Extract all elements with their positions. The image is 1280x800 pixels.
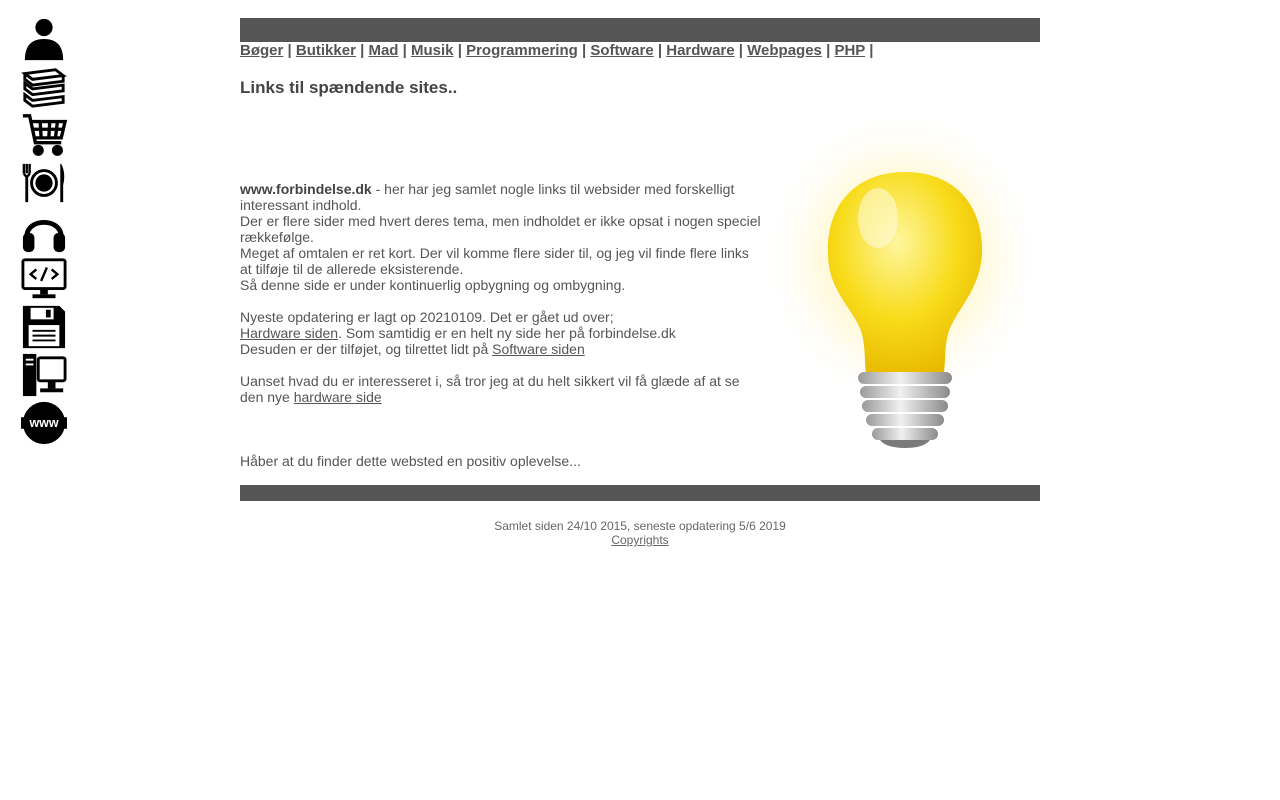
intro-paragraph [240, 181, 762, 213]
hardware-side-link[interactable]: hardware side [293, 389, 382, 405]
software-siden-link[interactable]: Software siden [492, 341, 585, 357]
intro-content [240, 181, 762, 469]
svg-text:www: www [29, 415, 59, 430]
nav-separator: | [360, 42, 369, 59]
interest-paragraph [240, 373, 762, 405]
nav-separator: | [826, 42, 835, 59]
nav-link-boger[interactable]: Bøger [240, 42, 284, 59]
nav-separator: | [402, 42, 412, 59]
update-hardware-text: . Som samtidig er en helt ny side her på forbindelse.dk [338, 325, 676, 341]
nav-link-programmering[interactable]: Programmering [466, 42, 578, 59]
footer-bar [240, 485, 1040, 501]
site-name: www.forbindelse.dk [240, 181, 372, 197]
light-bulb-icon [762, 108, 1042, 456]
nav-link-hardware[interactable]: Hardware [666, 42, 735, 59]
update-line: Nyeste opdatering er lagt op 20210109. Det er gået ud over; [240, 309, 614, 325]
closing-text: Håber at du finder dette websted en positiv oplevelse... [240, 453, 581, 469]
main-nav [240, 42, 873, 59]
floppy-disk-icon[interactable] [20, 304, 68, 352]
footer [240, 519, 1040, 547]
update-software-line [240, 341, 762, 357]
shopping-cart-icon[interactable] [20, 112, 68, 160]
nav-separator: | [287, 42, 296, 59]
dining-icon[interactable] [20, 160, 68, 208]
nav-separator: | [869, 42, 874, 59]
www-globe-icon[interactable] [20, 400, 68, 448]
nav-separator: | [457, 42, 467, 59]
update-software-text: Desuden er der tilføjet, og tilrettet lidt på [240, 341, 493, 357]
hardware-siden-link[interactable]: Hardware siden [240, 325, 339, 341]
page-title: Links til spændende sites.. [240, 78, 458, 97]
nav-separator: | [657, 42, 667, 59]
nav-link-butikker[interactable]: Butikker [295, 42, 356, 59]
interest-text: Uanset hvad du er interesseret i, så tror jeg at du helt sikkert vil få glæde af at se den nye [240, 373, 740, 405]
nav-separator: | [738, 42, 748, 59]
header-bar [240, 18, 1040, 42]
update-hardware-line [240, 325, 762, 341]
nav-link-software[interactable]: Software [590, 42, 654, 59]
nav-link-mad[interactable]: Mad [368, 42, 399, 59]
code-monitor-icon[interactable] [20, 256, 68, 304]
nav-link-php[interactable]: PHP [834, 42, 866, 59]
intro-line-short: Meget af omtalen er ret kort. Der vil komme flere sider til, og jeg vil finde flere links at tilføje til de allerede eksisterende. [240, 245, 749, 277]
books-icon[interactable] [20, 64, 68, 112]
nav-separator: | [581, 42, 591, 59]
footer-dates: Samlet siden 24/10 2015, seneste opdatering 5/6 2019 [494, 519, 786, 533]
intro-text: - her har jeg samlet nogle links til websider med forskelligt interessant indhold. [240, 181, 735, 213]
headphones-icon[interactable] [20, 208, 68, 256]
nav-link-musik[interactable]: Musik [411, 42, 454, 59]
person-icon[interactable] [20, 16, 68, 64]
intro-line-construction: Så denne side er under kontinuerlig opbygning og ombygning. [240, 277, 626, 293]
desktop-computer-icon[interactable] [20, 352, 68, 400]
copyrights-link[interactable]: Copyrights [611, 533, 669, 547]
intro-line-themes: Der er flere sider med hvert deres tema, men indholdet er ikke opsat i nogen speciel rækkefølge. [240, 213, 761, 245]
icon-sidebar [20, 16, 68, 448]
nav-link-webpages[interactable]: Webpages [747, 42, 822, 59]
